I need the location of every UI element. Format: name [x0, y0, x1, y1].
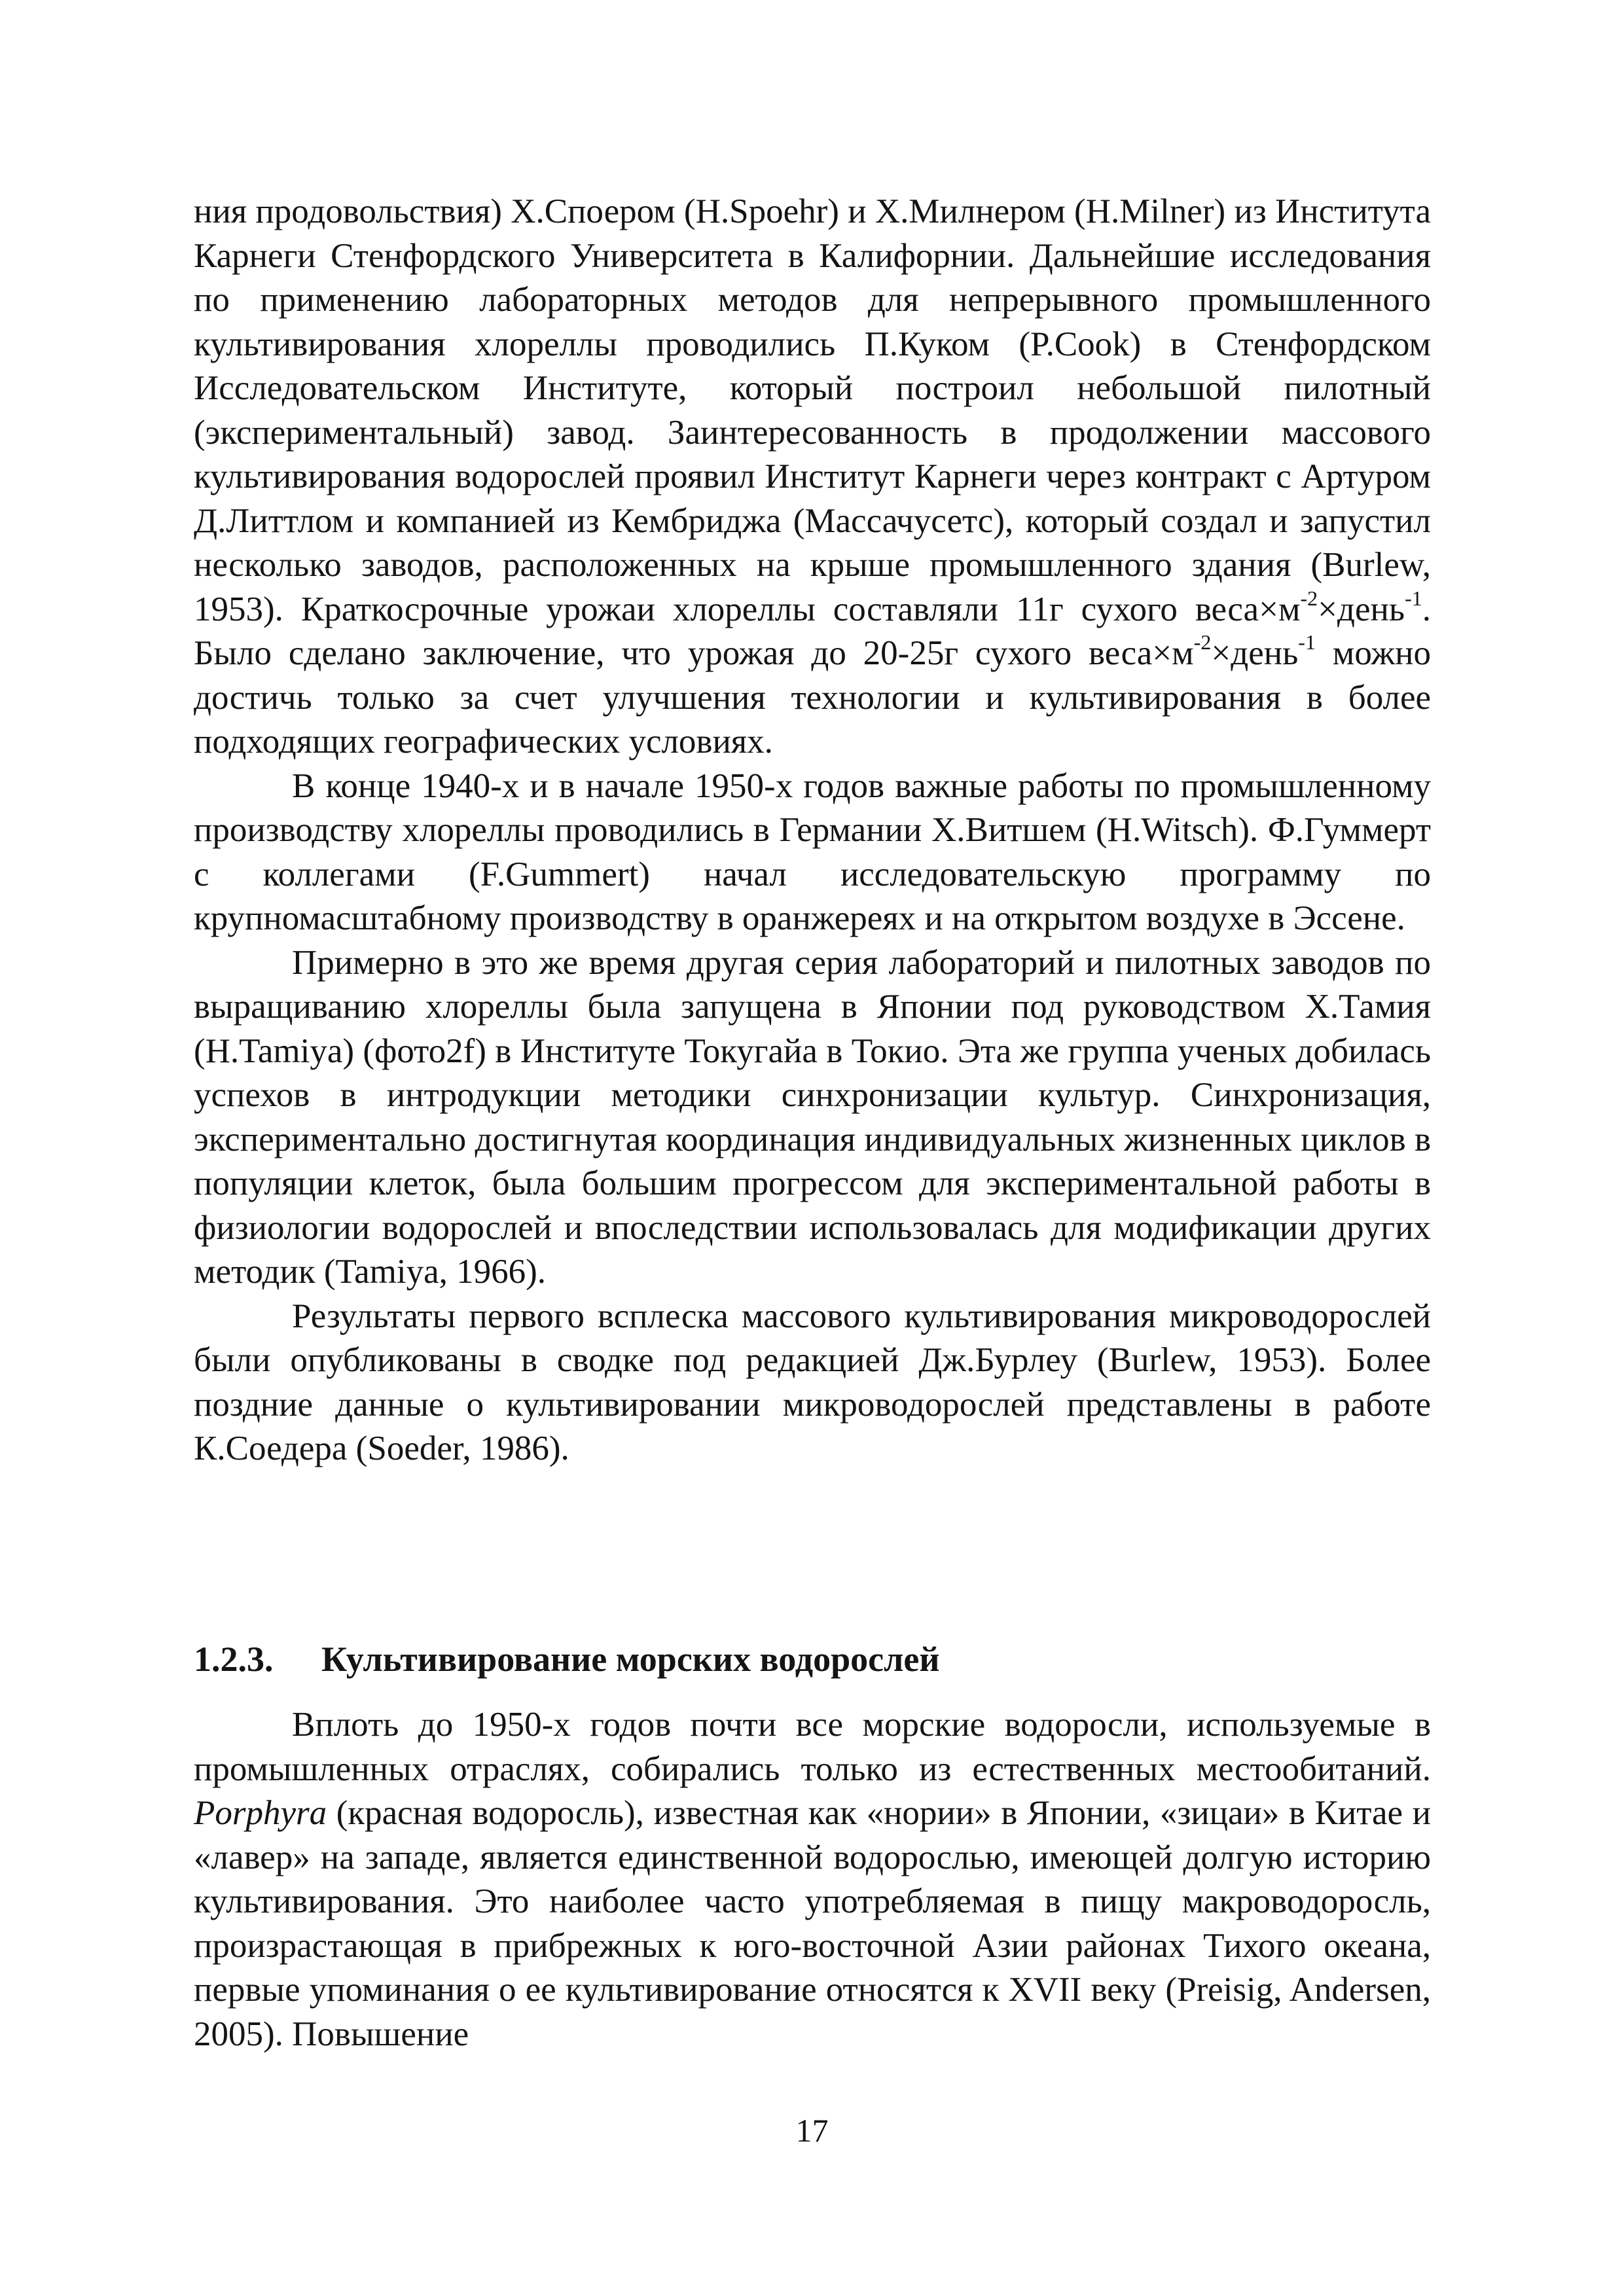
yield-sentence-1	[300, 586, 1431, 628]
paragraph-1	[194, 190, 1431, 764]
section-text	[194, 1703, 1431, 2056]
yield-text: Было сделано заключение, что урожая до 20-25г сухого веса×м	[194, 634, 1194, 672]
paragraph-5-rest: (красная водоросль), известная как «нории» в Японии, «зицаи» в Китае и «лавер» на западе, является единственной водорослью, имеющей долгую историю культивирования. Это наиболее часто употребляемая в пищу макроводоросль, произрастающая в прибрежных к юго-восточной Азии районах Тихого океана, первые упоминания о ее культивирование относятся к XVII веку (Preisig, Andersen, 2005). Повышение	[194, 1794, 1431, 2053]
section-number: 1.2.3.	[194, 1640, 274, 1679]
paragraph-1-text: ния продовольствия) Х.Споером (H.Spoehr) и Х.Милнером (H.Milner) из Института Карнеги Стенфордского Университета в Калифорнии. Дальнейшие исследования по применению лабораторных методов для непрерывного промышленного культивирования хлореллы проводились П.Куком (P.Cook) в Стенфордском Исследовательском Институте, который построил небольшой пилотный (экспериментальный) завод. Заинтересованность в продолжении массового культивирования водорослей проявил Институт Карнеги через контракт с Артуром Д.Литтлом и компанией из Кембриджа (Массачусетс), который создал и запустил несколько заводов, расположенных на крыше промышленного здания (Burlew, 1953).	[194, 192, 1431, 628]
yield-sentence-2	[194, 630, 1431, 761]
main-text	[194, 190, 1431, 1471]
yield-unit: ×день	[1211, 634, 1299, 672]
yield-text: Краткосрочные урожаи хлореллы составляли 11г сухого веса×м	[300, 590, 1301, 628]
paragraph-2: В конце 1940-х и в начале 1950-х годов важные работы по промышленному производству хлореллы проводились в Германии Х.Витшем (H.Witsch). Ф.Гуммерт с коллегами (F.Gummert) начал исследовательскую программу по крупномасштабному производству в оранжереях и на открытом воздухе в Эссене.	[194, 766, 1431, 937]
section-heading	[194, 1638, 1431, 1681]
yield-end: .	[1422, 590, 1431, 628]
superscript: -2	[1300, 586, 1318, 610]
paragraph-3: Примерно в это же время другая серия лабораторий и пилотных заводов по выращиванию хлореллы была запущена в Японии под руководством Х.Тамия (H.Tamiya) (фото2f) в Институте Токугайа в Токио. Эта же группа ученых добилась успехов в интродукции методики синхронизации культур. Синхронизация, экспериментально достигнутая координация индивидуальных жизненных циклов в популяции клеток, была большим прогрессом для экспериментальной работы в физиологии водорослей и впоследствии использовалась для модификации других методик (Tamiya, 1966).	[194, 943, 1431, 1291]
superscript: -1	[1298, 630, 1316, 655]
page-number: 17	[795, 2112, 829, 2149]
superscript: -2	[1193, 630, 1212, 655]
species-name: Porphyra	[194, 1794, 327, 1832]
paragraph-5-start: Вплоть до 1950-х годов почти все морские водоросли, используемые в промышленных отраслях, собирались только из естественных местообитаний.	[194, 1706, 1431, 1788]
yield-end: можно достичь только за счет улучшения технологии и культивирования в более подходящих географических условиях.	[194, 634, 1431, 761]
superscript: -1	[1405, 586, 1422, 610]
paragraph-4: Результаты первого всплеска массового культивирования микроводорослей были опубликованы в сводке под редакцией Дж.Бурлеу (Burlew, 1953). Более поздние данные о культивировании микроводорослей представлены в работе К.Соедера (Soeder, 1986).	[194, 1297, 1431, 1467]
yield-unit: ×день	[1318, 590, 1405, 628]
paragraph-5	[194, 1703, 1431, 2056]
section-title: Культивирование морских водорослей	[321, 1640, 940, 1679]
